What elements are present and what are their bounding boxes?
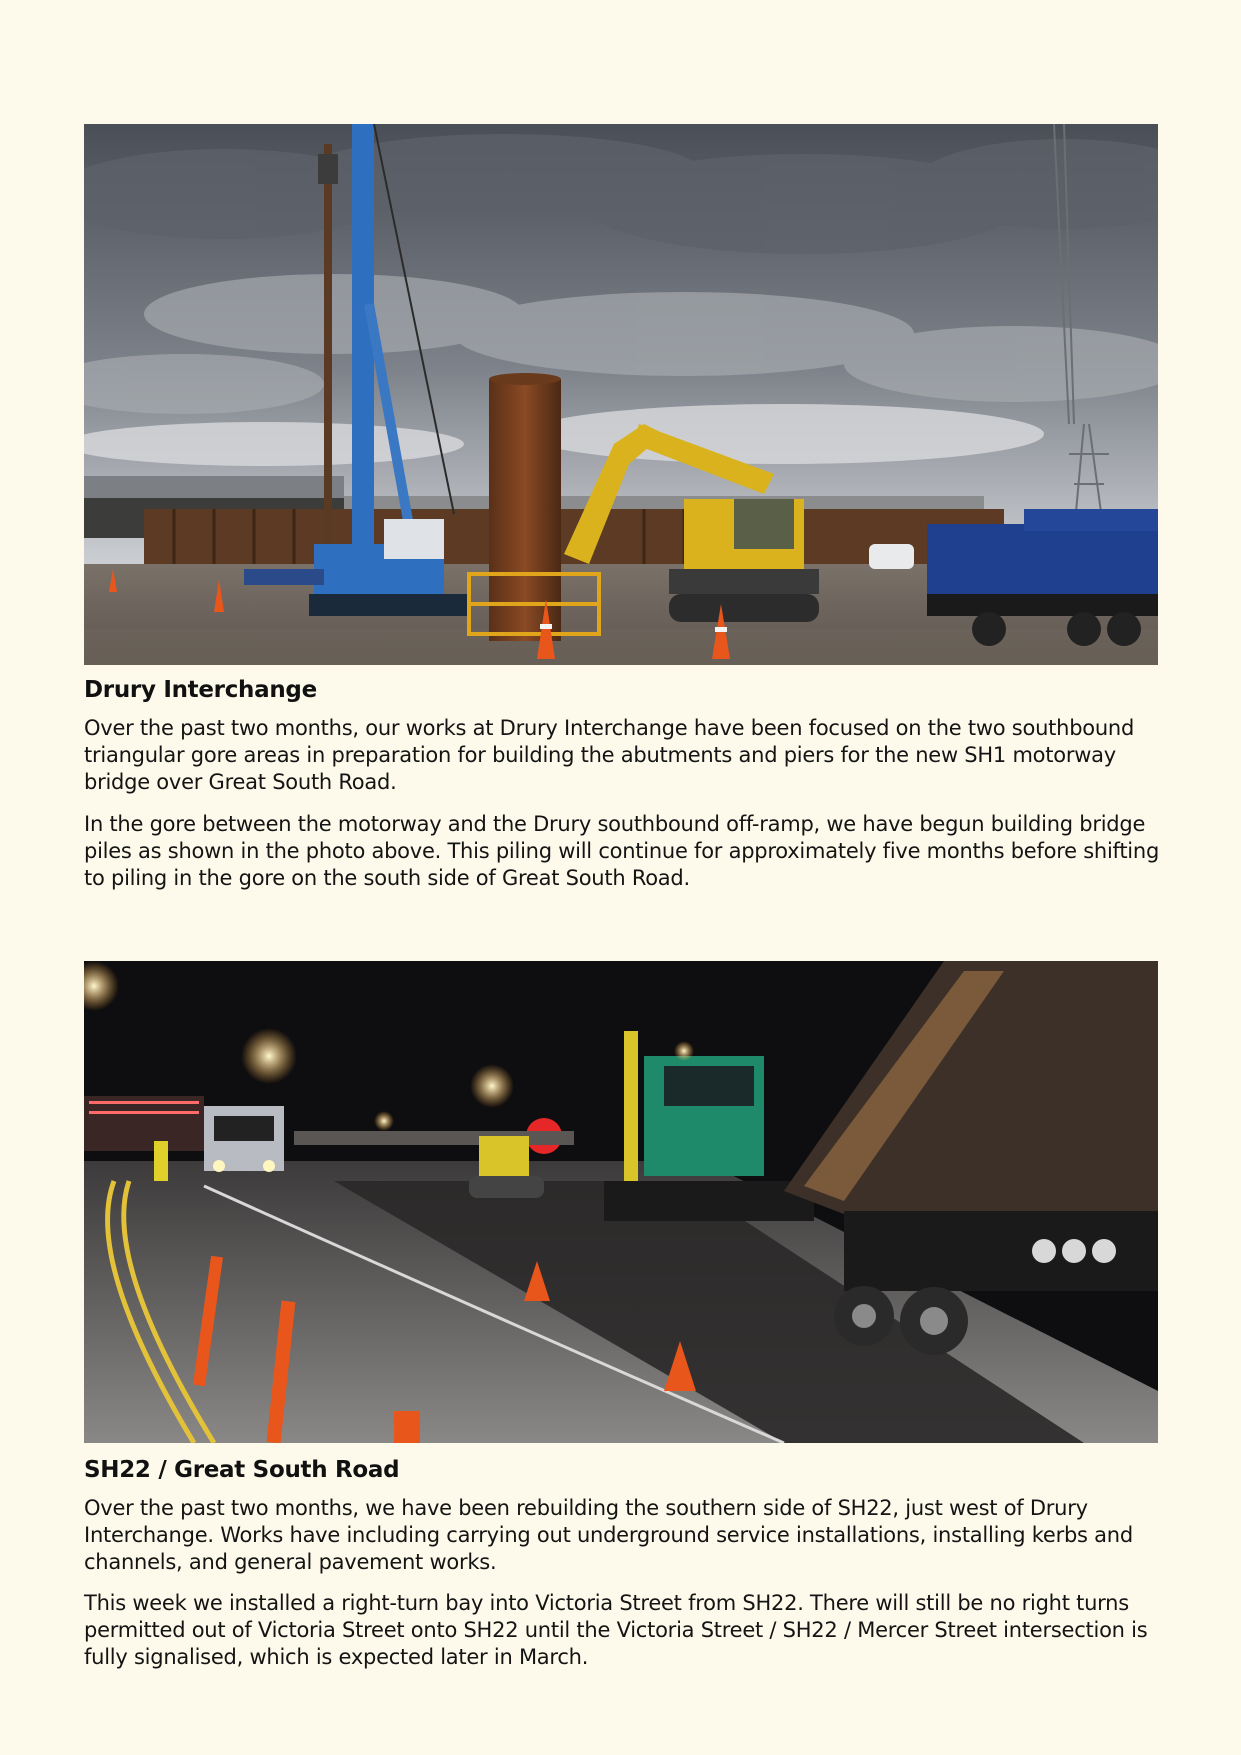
motorway-bridge: [84, 476, 344, 498]
worker: [154, 1141, 168, 1181]
night-paving-photo: [84, 961, 1158, 1443]
overpass: [294, 1131, 574, 1145]
section-heading-sh22-great-south-road: SH22 / Great South Road: [84, 1457, 400, 1483]
piling-scene-illustration: [84, 124, 1158, 665]
sh22-paragraph-1: Over the past two months, we have been rebuilding the southern side of SH22, just west of Drury Interchange. Works have including carrying out underground service installations, installing kerbs and channels, and general pavement works.: [84, 1496, 1133, 1574]
truck-left: [204, 1106, 284, 1172]
section-heading-drury-interchange: Drury Interchange: [84, 677, 317, 703]
sh22-paragraph-2: This week we installed a right-turn bay into Victoria Street from SH22. There will still be no right turns permitted out of Victoria Street onto SH22 until the Victoria Street / SH22 / Mercer Street intersection is fully signalised, which is expected later in March.: [84, 1591, 1148, 1669]
white-van: [869, 544, 914, 569]
steel-pile-casing: [489, 379, 561, 641]
night-paving-scene-illustration: [84, 961, 1158, 1443]
drury-interchange-paragraph-1: Over the past two months, our works at Drury Interchange have been focused on the two southbound triangular gore areas in preparation for building the abutments and piers for the new SH1 motorway bridge over Great South Road.: [84, 716, 1135, 794]
construction-piling-photo: [84, 124, 1158, 665]
drury-interchange-paragraph-2: In the gore between the motorway and the Drury southbound off-ramp, we have begun building bridge piles as shown in the photo above. This piling will continue for approximately five months before shifting to piling in the gore on the south side of Great South Road.: [84, 812, 1160, 890]
